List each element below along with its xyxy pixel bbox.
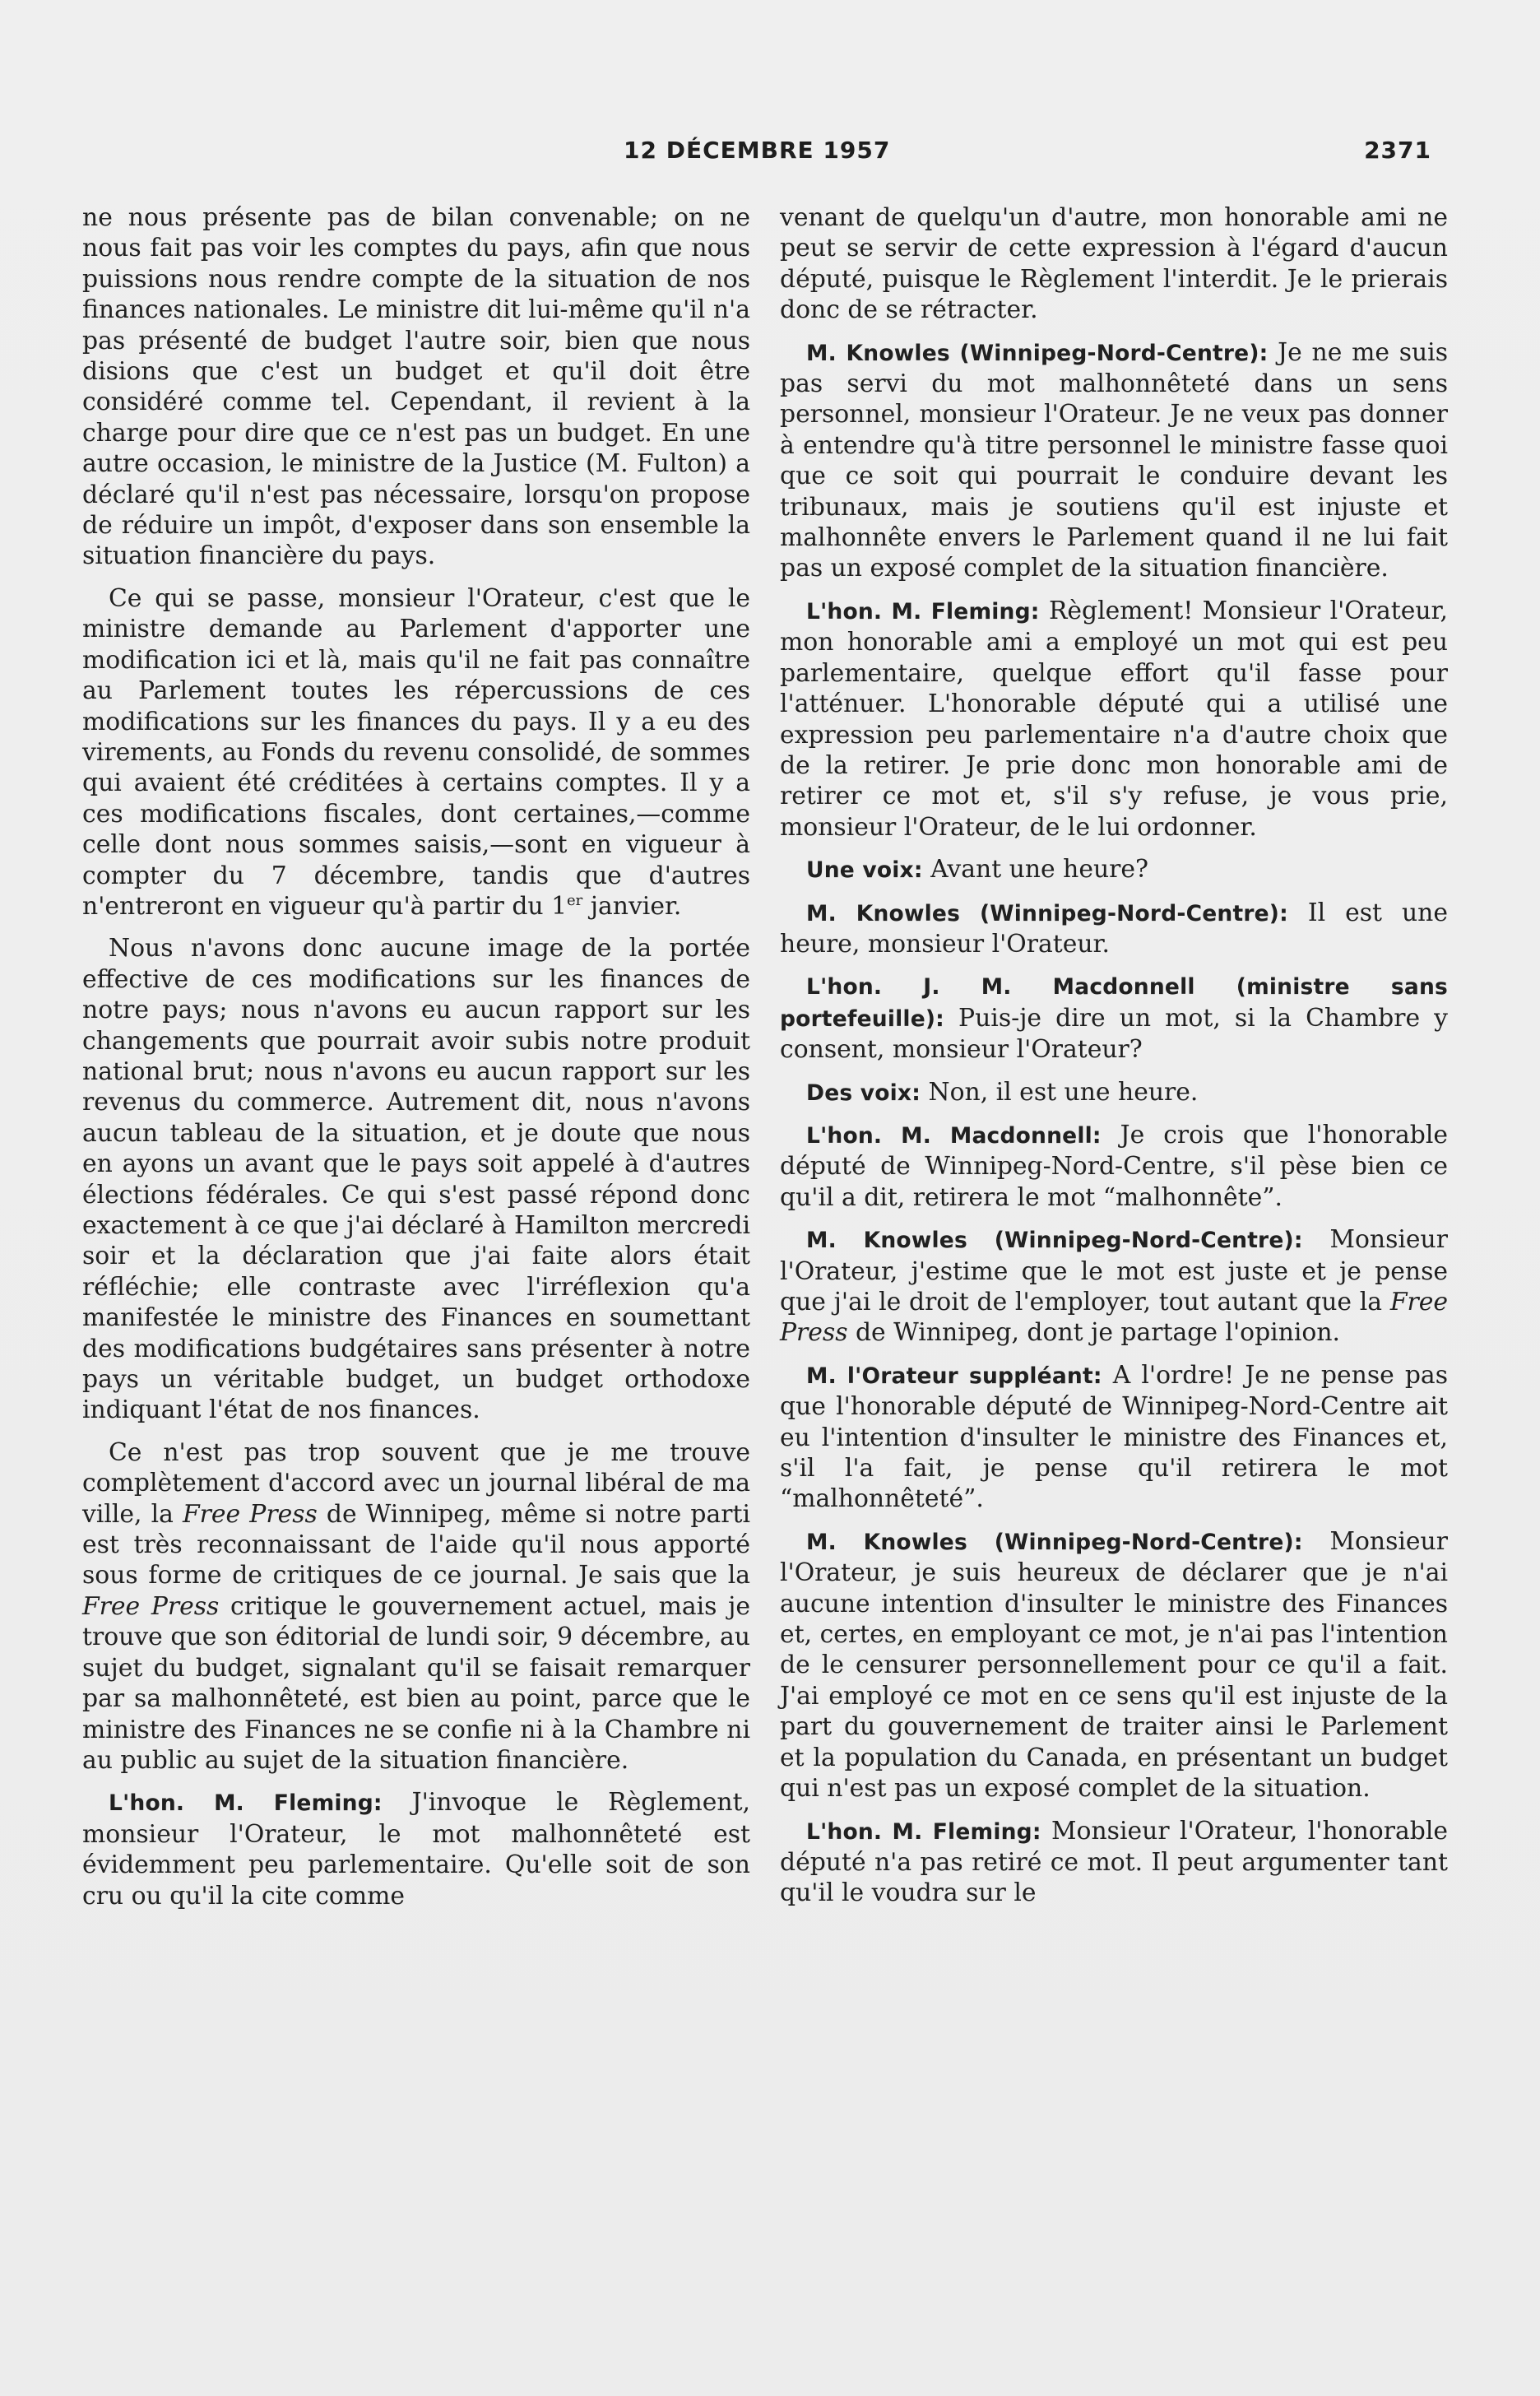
speech-paragraph: M. Knowles (Winnipeg-Nord-Centre): Monsieur l'Orateur, je suis heureux de déclarer que je n'ai aucune intention d'insulter le ministre des Finances et, certes, en employant ce mot, je n'ai pas l'intention de le censurer personnellement pour ce qu'il a fait. J'ai employé ce mot en ce sens qu'il est injuste de la part du gouvernement de traiter ainsi le Parlement et la population du Canada, en présentant un budget qui n'est pas un exposé complet de la situation. — [780, 1526, 1448, 1804]
speech-paragraph: L'hon. M. Macdonnell: Je crois que l'honorable député de Winnipeg-Nord-Centre, s'il pèse bien ce qu'il a dit, retirera le mot “malhonnête”. — [780, 1120, 1448, 1212]
speech-paragraph: M. Knowles (Winnipeg-Nord-Centre): Il est une heure, monsieur l'Orateur. — [780, 898, 1448, 959]
speech-paragraph: L'hon. M. Fleming: Règlement! Monsieur l'Orateur, mon honorable ami a employé un mot qui est peu parlementaire, quelque effort qu'il fasse pour l'atténuer. L'honorable député qui a utilisé une expression peu parlementaire n'a d'autre choix que de la retirer. Je prie donc mon honorable ami de retirer ce mot et, s'il s'y refuse, je vous prie, monsieur l'Orateur, de le lui ordonner. — [780, 596, 1448, 842]
paragraph: Nous n'avons donc aucune image de la portée effective de ces modifications sur les finances de notre pays; nous n'avons eu aucun rapport sur les changements que pourrait avoir subis notre produit national brut; nous n'avons eu aucun rapport sur les revenus du commerce. Autrement dit, nous n'avons aucun tableau de la situation, et je doute que nous en ayons un avant que le pays soit appelé à d'autres élections fédérales. Ce qui s'est passé répond donc exactement à ce que j'ai déclaré à Hamilton mercredi soir et la déclaration que j'ai faite alors était réfléchie; elle contraste avec l'irréflexion qu'a manifestée le ministre des Finances en soumettant des modifications budgétaires sans présenter à notre pays un véritable budget, un budget orthodoxe indiquant l'état de nos finances. — [82, 934, 750, 1425]
right-column — [780, 202, 1448, 1920]
paragraph: Ce n'est pas trop souvent que je me trouve complètement d'accord avec un journal libéral de ma ville, la Free Press de Winnipeg, même si notre parti est très reconnaissant de l'aide qu'il nous apporté sous forme de critiques de ce journal. Je sais que la Free Press critique le gouvernement actuel, mais je trouve que son éditorial de lundi soir, 9 décembre, au sujet du budget, signalant qu'il se faisait remarquer par sa malhonnêteté, est bien au point, parce que le ministre des Finances ne se confie ni à la Chambre ni au public au sujet de la situation financière. — [82, 1437, 750, 1775]
speaker-name: M. Knowles (Winnipeg-Nord-Centre): — [806, 340, 1269, 366]
speech-paragraph: M. l'Orateur suppléant: A l'ordre! Je ne pense pas que l'honorable député de Winnipeg-Nord-Centre ait eu l'intention d'insulter le ministre des Finances et, s'il l'a fait, je pense qu'il retirera le mot “malhonnêteté”. — [780, 1360, 1448, 1514]
speech-paragraph: M. Knowles (Winnipeg-Nord-Centre): Monsieur l'Orateur, j'estime que le mot est juste et je pense que j'ai le droit de l'employer, tout autant que la Free Press de Winnipeg, dont je partage l'opinion. — [780, 1225, 1448, 1348]
paragraph: Ce qui se passe, monsieur l'Orateur, c'est que le ministre demande au Parlement d'apporter une modification ici et là, mais qu'il ne fait pas connaître au Parlement toutes les répercussions de ces modifications sur les finances du pays. Il y a eu des virements, au Fonds du revenu consolidé, de sommes qui avaient été créditées à certains comptes. Il y a ces modifications fiscales, dont certaines,—comme celle dont nous sommes saisis,—sont en vigueur à compter du 7 décembre, tandis que d'autres n'entreront en vigueur qu'à partir du 1er janvier. — [82, 583, 750, 921]
speaker-name: M. Knowles (Winnipeg-Nord-Centre): — [806, 900, 1288, 926]
newspaper-title: Free Press — [82, 1591, 220, 1621]
page-date: 12 DÉCEMBRE 1957 — [624, 137, 891, 164]
speech-paragraph: L'hon. M. Fleming: Monsieur l'Orateur, l'honorable député n'a pas retiré ce mot. Il peut argumenter tant qu'il le voudra sur le — [780, 1816, 1448, 1908]
newspaper-title: Free Press — [183, 1499, 318, 1529]
running-head — [82, 137, 1431, 173]
speaker-name: M. Knowles (Winnipeg-Nord-Centre): — [806, 1529, 1303, 1555]
speaker-name: L'hon. M. Fleming: — [109, 1790, 383, 1817]
speaker-name: L'hon. J. M. Macdonnell (ministre sans portefeuille): — [780, 974, 1448, 1032]
speech-paragraph: M. Knowles (Winnipeg-Nord-Centre): Je ne me suis pas servi du mot malhonnêteté dans un sens personnel, monsieur l'Orateur. Je ne veux pas donner à entendre qu'à titre personnel le ministre fasse quoi que ce soit qui pourrait le conduire devant les tribunaux, mais je soutiens qu'il est injuste et malhonnête envers le Parlement quand il ne lui fait pas un exposé complet de la situation financière. — [780, 337, 1449, 583]
paragraph: ne nous présente pas de bilan convenable; on ne nous fait pas voir les comptes du pays, afin que nous puissions nous rendre compte de la situation de nos finances nationales. Le ministre dit lui-même qu'il n'a pas présenté de budget l'autre soir, bien que nous disions que c'est un budget et qu'il doit être considéré comme tel. Cependant, il revient à la charge pour dire que ce n'est pas un budget. En une autre occasion, le ministre de la Justice (M. Fulton) a déclaré qu'il n'est pas nécessaire, lorsqu'on propose de réduire un impôt, d'exposer dans son ensemble la situation financière du pays. — [82, 203, 750, 571]
speech-paragraph: L'hon. J. M. Macdonnell (ministre sans portefeuille): Puis-je dire un mot, si la Chambre y consent, monsieur l'Orateur? — [780, 974, 1448, 1065]
speaker-name: L'hon. M. Fleming: — [806, 598, 1040, 625]
speaker-name: L'hon. M. Fleming: — [806, 1818, 1041, 1845]
speech-paragraph: Une voix: Avant une heure? — [806, 855, 1149, 885]
superscript: er — [567, 892, 583, 910]
speech-paragraph: Des voix: Non, il est une heure. — [806, 1077, 1199, 1107]
paragraph: venant de quelqu'un d'autre, mon honorable ami ne peut se servir de cette expression à l'égard d'aucun député, puisque le Règlement l'interdit. Je le prierais donc de se rétracter. — [780, 203, 1448, 325]
page-number: 2371 — [1364, 137, 1431, 164]
speech-paragraph: L'hon. M. Fleming: J'invoque le Règlement, monsieur l'Orateur, le mot malhonnêteté est évidemment peu parlementaire. Qu'elle soit de son cru ou qu'il la cite comme — [82, 1788, 751, 1911]
speaker-name: M. l'Orateur suppléant: — [806, 1363, 1102, 1389]
speaker-name: M. Knowles (Winnipeg-Nord-Centre): — [806, 1228, 1303, 1254]
newspaper-title: Free Press — [780, 1288, 1448, 1348]
speaker-name: L'hon. M. Macdonnell: — [806, 1122, 1102, 1149]
left-column — [82, 202, 750, 1923]
speaker-name: Des voix: — [806, 1080, 921, 1106]
speaker-name: Une voix: — [806, 857, 923, 884]
